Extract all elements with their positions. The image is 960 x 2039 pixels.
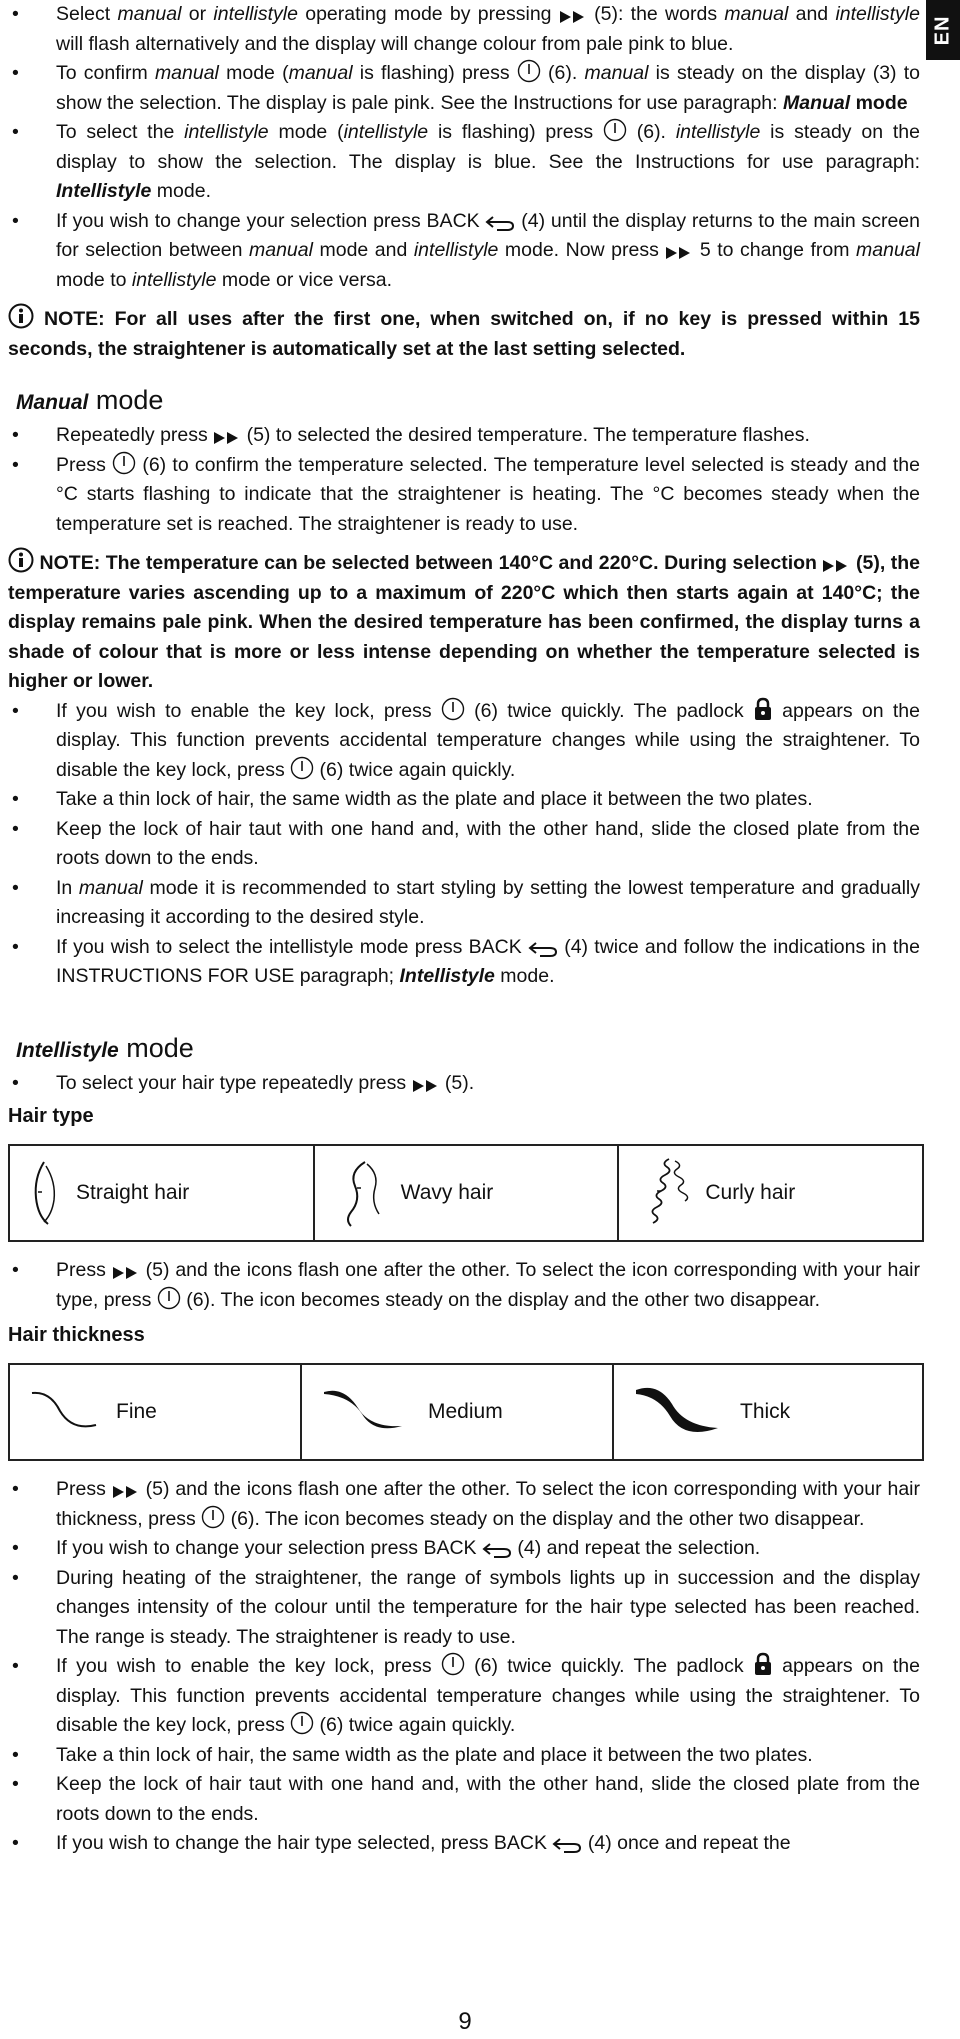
list-item bbox=[8, 1069, 920, 1099]
text: (4) once and repeat the bbox=[582, 1832, 791, 1854]
text: Select bbox=[56, 3, 118, 25]
fast-forward-icon bbox=[412, 1079, 440, 1093]
text: operating mode by pressing bbox=[297, 3, 559, 25]
text: (5): the words bbox=[586, 3, 725, 25]
hair-type-straight bbox=[10, 1146, 315, 1240]
padlock-icon bbox=[753, 697, 773, 721]
power-button-icon bbox=[157, 1286, 181, 1310]
text: (6). bbox=[540, 62, 585, 84]
list-item bbox=[8, 874, 920, 933]
text: manual bbox=[78, 876, 143, 899]
text: intellistyle bbox=[675, 121, 761, 143]
list-item bbox=[8, 1534, 920, 1564]
text: appears on the display. This function prevents accidental temperature changes while using the straightener. To disable the key lock, press bbox=[56, 699, 920, 781]
text: will flash alternatively and the display will change colour from pale pink to blue. bbox=[56, 32, 734, 55]
text: Take a thin lock of hair, the same width as the plate and place it between the two plates. bbox=[56, 788, 813, 810]
power-button-icon bbox=[603, 118, 627, 142]
power-button-icon bbox=[290, 1711, 314, 1735]
padlock-icon bbox=[753, 1652, 773, 1676]
text: If you wish to enable the key lock, press bbox=[56, 1655, 441, 1677]
straight-hair-icon bbox=[30, 1158, 60, 1228]
text: If you wish to select the intellistyle mode press BACK bbox=[56, 935, 528, 958]
list-item bbox=[8, 1475, 920, 1534]
text: is flashing) press bbox=[428, 121, 603, 143]
text: intellistyle bbox=[131, 268, 217, 291]
list-item bbox=[8, 1741, 920, 1771]
hair-type-heading: Hair type bbox=[8, 1105, 94, 1127]
hair-type-table bbox=[8, 1144, 924, 1242]
text: intellistyle bbox=[343, 121, 429, 143]
hair-thickness-label: Thick bbox=[740, 1400, 791, 1424]
note-paragraph bbox=[8, 547, 920, 697]
text: manual bbox=[584, 62, 649, 84]
list-item bbox=[8, 0, 920, 59]
text: If you wish to change your selection press BACK bbox=[56, 1537, 482, 1559]
back-arrow-icon bbox=[482, 1542, 512, 1558]
fast-forward-icon bbox=[665, 246, 693, 260]
list-item bbox=[8, 207, 920, 296]
hair-thickness-medium bbox=[302, 1365, 614, 1459]
fast-forward-icon bbox=[112, 1485, 140, 1499]
power-button-icon bbox=[112, 451, 136, 475]
text: (6). bbox=[626, 121, 676, 143]
text: (6). The icon becomes steady on the display and the other two disappear. bbox=[225, 1507, 865, 1530]
text: appears on the display. This function prevents accidental temperature changes while using the straightener. To disable the key lock, press bbox=[56, 1655, 920, 1736]
text: To select your hair type repeatedly press bbox=[56, 1071, 412, 1094]
hair-thickness-heading: Hair thickness bbox=[8, 1324, 145, 1346]
text: (4) twice and follow the indications in the INSTRUCTIONS FOR USE paragraph; bbox=[56, 935, 920, 987]
wavy-hair-icon bbox=[335, 1158, 385, 1228]
hair-type-label: Wavy hair bbox=[400, 1181, 494, 1205]
list-item bbox=[8, 815, 920, 874]
text: Intellistyle bbox=[56, 180, 152, 202]
text: manual bbox=[249, 239, 313, 261]
text: mode or vice versa. bbox=[216, 268, 393, 291]
back-arrow-icon bbox=[552, 1837, 582, 1853]
text: (4) and repeat the selection. bbox=[511, 1537, 761, 1559]
hair-type-label: Curly hair bbox=[705, 1181, 796, 1205]
section-heading-intellistyle bbox=[16, 1032, 920, 1067]
list-item bbox=[8, 1652, 920, 1741]
hair-thickness-thick bbox=[614, 1365, 922, 1459]
hair-thickness-table bbox=[8, 1363, 924, 1461]
text: (6) twice again quickly. bbox=[314, 1714, 516, 1736]
power-button-icon bbox=[517, 59, 541, 83]
heading-text: mode bbox=[118, 1032, 194, 1063]
text: If you wish to change your selection press BACK bbox=[56, 209, 486, 232]
page-content bbox=[8, 0, 920, 1859]
text: mode it is recommended to start styling by setting the lowest temperature and gradually increasing it according to the desired style. bbox=[56, 876, 920, 928]
text: Press bbox=[56, 453, 113, 476]
fast-forward-icon bbox=[559, 10, 587, 24]
text: manual bbox=[724, 3, 789, 25]
section-heading-manual bbox=[16, 384, 920, 419]
note-text: NOTE: The temperature can be selected between 140°C and 220°C. During selection bbox=[39, 552, 823, 574]
text: (6) to confirm the temperature selected. The temperature level selected is steady and the °C starts flashing to indicate that the straightener is heating. The °C becomes steady when the temperature set is reached. The straightener is ready to use. bbox=[56, 453, 921, 535]
text: (6) twice quickly. The padlock bbox=[464, 1655, 753, 1677]
text: (6) twice quickly. The padlock bbox=[464, 699, 753, 722]
text: mode. bbox=[494, 965, 555, 987]
text: 5 to change from bbox=[693, 239, 857, 261]
text: Manual bbox=[782, 91, 851, 114]
text: manual bbox=[154, 62, 219, 84]
list-item bbox=[8, 59, 920, 118]
info-icon bbox=[8, 547, 34, 573]
info-icon bbox=[8, 303, 34, 329]
power-button-icon bbox=[441, 1652, 465, 1676]
text: mode ( bbox=[268, 121, 344, 143]
text: Repeatedly press bbox=[56, 424, 214, 446]
text: intellistyle bbox=[213, 3, 298, 25]
text: mode. Now press bbox=[498, 239, 666, 261]
text: Intellistyle bbox=[399, 965, 495, 987]
note-text: (5), the temperature varies ascending up to a maximum of 220°C which then starts again at 140°C; the display remains pale pink. When the desired temperature has been confirmed, the display turns a shade of colour that is more or less intense depending on whether the temperature selected is higher or lower. bbox=[8, 552, 921, 692]
text: manual bbox=[856, 239, 920, 261]
list-item bbox=[8, 697, 920, 786]
text: Keep the lock of hair taut with one hand and, with the other hand, slide the closed plate from the roots down to the ends. bbox=[56, 1773, 920, 1825]
text: mode and bbox=[312, 239, 414, 261]
text: In bbox=[56, 876, 79, 899]
text: If you wish to change the hair type selected, press BACK bbox=[56, 1832, 553, 1854]
list-item bbox=[8, 1829, 920, 1859]
curly-hair-icon bbox=[639, 1155, 689, 1231]
hair-type-wavy bbox=[315, 1146, 620, 1240]
medium-hair-icon bbox=[322, 1384, 412, 1440]
text: Press bbox=[56, 1259, 112, 1281]
list-item bbox=[8, 421, 920, 451]
note-paragraph bbox=[8, 303, 920, 364]
hair-thickness-label: Fine bbox=[116, 1400, 157, 1424]
text: (5) and the icons flash one after the other. To select the icon corresponding with your hair thickness, press bbox=[56, 1478, 921, 1530]
text: Take a thin lock of hair, the same width as the plate and place it between the two plates. bbox=[56, 1743, 813, 1766]
text: manual bbox=[288, 62, 353, 84]
text: or bbox=[181, 3, 214, 25]
text: intellistyle bbox=[184, 121, 269, 143]
list-item bbox=[8, 118, 920, 207]
language-tab bbox=[926, 0, 960, 60]
note-text: NOTE: For all uses after the first one, when switched on, if no key is pressed within 15 seconds, the straightener is automatically set at the last setting selected. bbox=[8, 308, 920, 360]
text: manual bbox=[117, 3, 182, 25]
text: intellistyle bbox=[835, 3, 920, 25]
text: is flashing) press bbox=[352, 62, 517, 84]
text: (5) to selected the desired temperature. The temperature flashes. bbox=[241, 424, 810, 446]
list-item bbox=[8, 1256, 920, 1315]
text: Keep the lock of hair taut with one hand and, with the other hand, slide the closed plate from the roots down to the ends. bbox=[56, 817, 920, 869]
text: During heating of the straightener, the range of symbols lights up in succession and the display changes intensity of the colour until the temperature for the hair type selected has been reached. The range is steady. The straightener is ready to use. bbox=[56, 1566, 920, 1648]
fast-forward-icon bbox=[822, 559, 850, 573]
text: is steady on the display to show the selection. The display is blue. See the Instructions for use paragraph: bbox=[56, 121, 920, 173]
thick-hair-icon bbox=[634, 1382, 724, 1442]
back-arrow-icon bbox=[485, 215, 515, 231]
text: mode. bbox=[151, 180, 211, 202]
heading-text: mode bbox=[88, 385, 164, 415]
power-button-icon bbox=[290, 756, 314, 780]
heading-italic: Intellistyle bbox=[16, 1038, 119, 1062]
text: (6) twice again quickly. bbox=[314, 758, 516, 781]
list-item bbox=[8, 933, 920, 992]
text: (4) until the display returns to the main screen for selection between bbox=[56, 209, 920, 261]
text: To confirm bbox=[56, 62, 155, 84]
text: (6). The icon becomes steady on the display and the other two disappear. bbox=[180, 1288, 820, 1311]
heading-italic: Manual bbox=[16, 391, 89, 414]
power-button-icon bbox=[441, 697, 465, 721]
text: intellistyle bbox=[413, 239, 499, 261]
hair-thickness-fine bbox=[10, 1365, 302, 1459]
text: (5). bbox=[439, 1071, 475, 1094]
text: To select the bbox=[56, 121, 185, 143]
power-button-icon bbox=[201, 1505, 225, 1529]
hair-type-label: Straight hair bbox=[76, 1181, 190, 1205]
text: mode ( bbox=[218, 62, 289, 84]
back-arrow-icon bbox=[528, 941, 558, 957]
fast-forward-icon bbox=[112, 1266, 140, 1280]
text: mode bbox=[850, 91, 908, 114]
list-item bbox=[8, 451, 920, 540]
hair-type-curly bbox=[619, 1146, 922, 1240]
text: (5) and the icons flash one after the other. To select the icon corresponding with your hair type, press bbox=[56, 1259, 921, 1311]
text: is steady on the display (3) to show the selection. The display is pale pink. See the Instructions for use paragraph: bbox=[56, 62, 921, 114]
fast-forward-icon bbox=[213, 431, 241, 445]
list-item bbox=[8, 785, 920, 815]
text: If you wish to enable the key lock, press bbox=[56, 699, 441, 722]
text: Press bbox=[56, 1478, 112, 1500]
text: and bbox=[788, 3, 836, 25]
fine-hair-icon bbox=[30, 1387, 100, 1437]
list-item bbox=[8, 1770, 920, 1829]
hair-thickness-label: Medium bbox=[428, 1400, 503, 1424]
text: mode to bbox=[56, 268, 132, 291]
list-item bbox=[8, 1564, 920, 1653]
page-number: 9 bbox=[458, 2008, 472, 2035]
language-label: EN bbox=[931, 15, 954, 45]
